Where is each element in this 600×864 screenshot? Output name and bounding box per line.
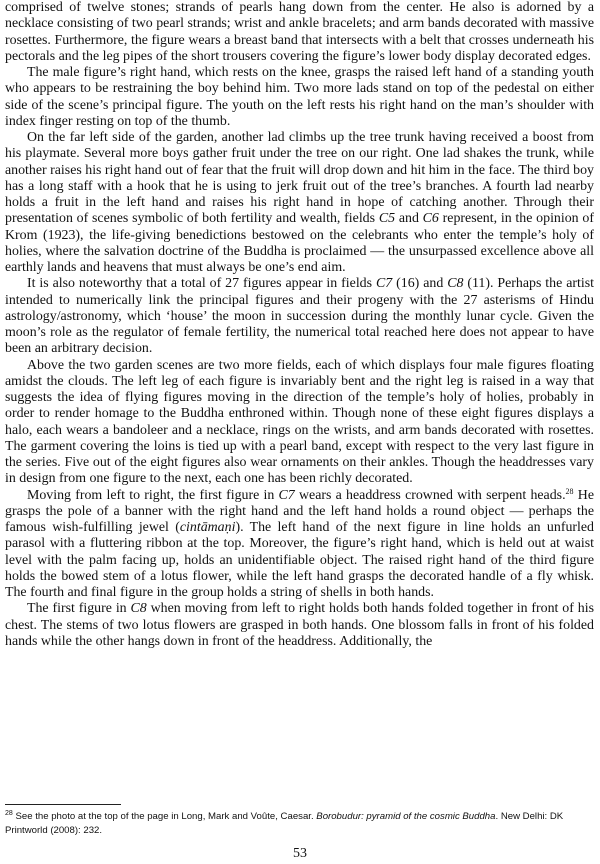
text-run: The male figure’s right hand, which rests on the knee, grasps the raised left hand of a standing youth who appears to be restraining the boy behind him. Two more lads stand on top of the pedestal on either side of the scene’s principal figure. The youth on the left rests his right hand on the man’s shoulder with index finger resting on top of the thumb.: [5, 65, 594, 129]
italic-text: C8: [130, 601, 147, 617]
italic-text: C6: [422, 211, 439, 227]
italic-text: C7: [375, 276, 393, 292]
paragraph: [5, 276, 594, 357]
italic-text: Borobudur: pyramid of the cosmic Buddha: [316, 811, 496, 822]
paragraph: [5, 0, 594, 65]
paragraph: [5, 130, 594, 276]
text-run: (16) and: [392, 276, 448, 292]
footnote: [5, 810, 594, 838]
text-run: (11). Perhaps the artist intended to numerically link the principal figures and their progeny with the 27 asterisms of Hindu astrology/astronomy, which ‘house’ the moon in succession during the monthly lunar cycle. Given the moon’s role as the regulator of female fertility, the numerical total reached here does not appear to have been an arbitrary decision.: [5, 276, 594, 357]
text-run: See the photo at the top of the page in Long, Mark and Voûte, Caesar.: [12, 811, 317, 822]
italic-text: C5: [378, 211, 396, 227]
text-run: comprised of twelve stones; strands of pearls hang down from the center. He also is adorned by a necklace consisting of two pearl strands; wrist and ankle bracelets; and arm bands decorated with massive rosettes. Furthermore, the figure wears a breast band that intersects with a belt that crosses underneath his pectorals and the leg pipes of the short trousers covering the figure’s lower body display decorated edges.: [5, 0, 595, 64]
text-run: wears a headdress crowned with serpent heads.: [294, 487, 566, 503]
text-run: represent, in the opinion of Krom (1923), the life-giving benedictions bestowed on the celebrants who enter the temple’s holy of holies, where the salvation doctrine of the Buddha is proclaimed — the unsurpassed excellence above all earthly lands and heavens that must always be one’s end aim.: [5, 211, 594, 275]
italic-text: C8: [447, 276, 464, 292]
italic-text: C7: [278, 487, 295, 503]
text-run: It is also noteworthy that a total of 27 figures appear in fields: [27, 276, 376, 292]
text-run: when moving from left to right holds both hands folded together in front of his chest. The stems of two lotus flowers are grasped in both hands. One blossom falls in front of his folded hands while the other hangs down in front of the headdress. Additionally, the: [5, 601, 594, 649]
paragraph: [5, 65, 594, 130]
italic-text: cintāmaṇi: [179, 520, 236, 535]
text-run: Above the two garden scenes are two more fields, each of which displays four male figures floating amidst the clouds. The left leg of each figure is invariably bent and the right leg is raised in a way that suggests the idea of flying figures moving in the direction of the temple’s holy of holies, probably in order to render homage to the Buddha enthroned within. Though none of these eight figures displays a halo, each wears a bandoleer and a necklace, rings on the wrists, and arm bands decorated with rosettes. The garment covering the loins is tied up with a pearl band, except with respect to the very last figure in the series. Five out of the eight figures also wear ornaments on their ankles. Though the headdresses vary in design from one figure to the next, each one has been richly decorated.: [5, 357, 594, 487]
footnote-marker: 28: [5, 810, 13, 817]
text-run: . New Delhi: DK Printworld (2008): 232.: [5, 811, 564, 836]
footnote-marker: 28: [565, 486, 574, 496]
footnote-rule: [5, 804, 121, 805]
page-number: 53: [293, 846, 307, 861]
text-run: He grasps the pole of a banner with the right hand and the left hand holds a round object — perhaps the famous wish-fulfilling jewel (: [5, 487, 594, 535]
paragraph: [5, 488, 594, 602]
body-text: [5, 0, 594, 650]
text-run: ). The left hand of the next figure in line holds an unfurled parasol with a fluttering ribbon at the top. Moreover, the figure’s right hand, which is held out at waist level with the palm facing up, holds an unidentifiable object. The raised right hand of the third figure holds the bowed stem of a lotus flower, while the left hand grasps the decorated handle of a fly whisk. The fourth and final figure in the group holds a string of shells in both hands.: [5, 520, 594, 600]
text-run: The first figure in: [27, 601, 131, 617]
paragraph: [5, 358, 594, 488]
paragraph: [5, 601, 594, 650]
text-run: On the far left side of the garden, another lad climbs up the tree trunk having received a boost from his playmate. Several more boys gather fruit under the tree on our right. One lad shakes the trunk, while another raises his right hand out of fear that the fruit will drop down and hit him in the face. The third boy has a long staff with a hook that he is using to jerk fruit out of the tree’s branches. A fourth lad nearby holds a fruit in the left hand and raises his right hand in hope of catching another. Through their presentation of scenes symbolic of both fertility and wealth, fields: [5, 130, 594, 227]
text-run: and: [395, 211, 423, 227]
text-run: Moving from left to right, the first figure in: [27, 487, 279, 503]
